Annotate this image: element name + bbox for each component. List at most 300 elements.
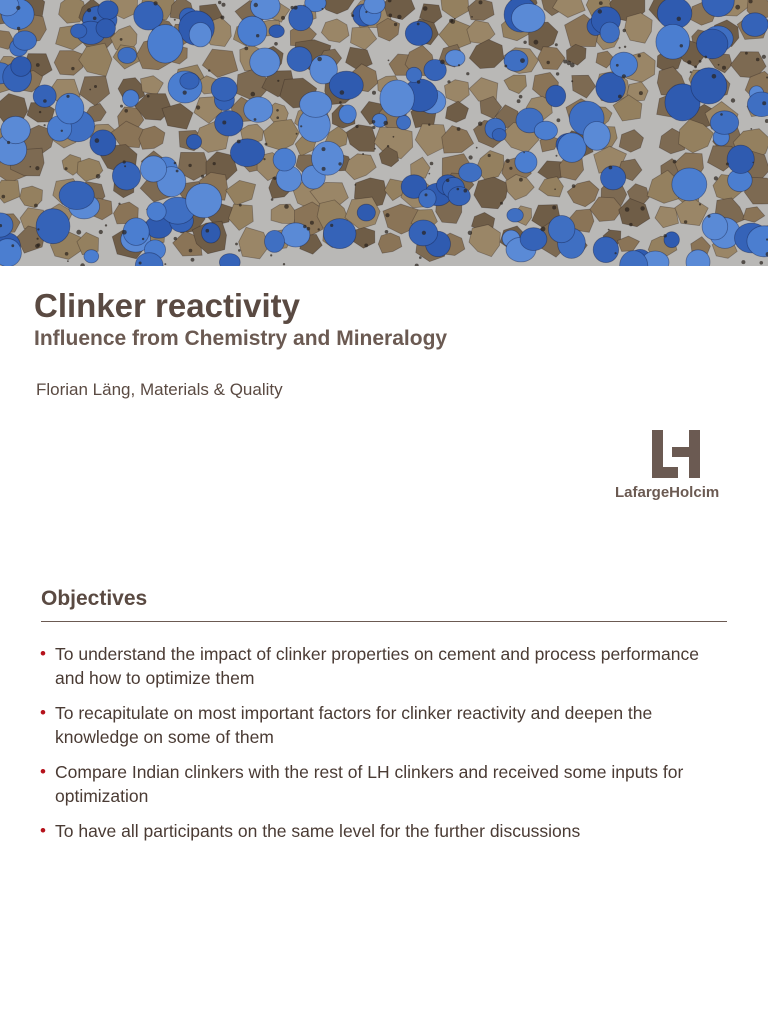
pore-dot bbox=[237, 140, 241, 144]
pore-dot bbox=[385, 213, 389, 217]
pore-dot bbox=[519, 95, 523, 99]
pore-dot bbox=[446, 179, 449, 182]
pore-dot bbox=[270, 254, 272, 256]
pore-dot bbox=[457, 127, 461, 131]
pore-dot bbox=[712, 74, 717, 79]
pore-dot bbox=[417, 80, 420, 83]
pore-dot bbox=[263, 158, 265, 160]
pore-dot bbox=[469, 155, 473, 159]
pore-dot bbox=[191, 258, 195, 262]
pore-dot bbox=[222, 121, 226, 125]
belite-grain bbox=[273, 148, 296, 171]
belite-grain bbox=[492, 129, 506, 142]
pore-dot bbox=[534, 40, 539, 45]
pore-dot bbox=[520, 58, 525, 63]
pore-dot bbox=[760, 261, 764, 265]
pore-dot bbox=[174, 237, 177, 240]
pore-dot bbox=[251, 92, 256, 97]
belite-grain bbox=[546, 85, 566, 107]
pore-dot bbox=[394, 23, 397, 26]
pore-dot bbox=[265, 143, 268, 146]
pore-dot bbox=[189, 249, 193, 253]
pore-dot bbox=[208, 69, 210, 71]
pore-dot bbox=[622, 74, 626, 78]
objectives-list bbox=[40, 642, 720, 854]
belite-grain bbox=[445, 50, 465, 66]
belite-grain bbox=[140, 156, 166, 182]
pore-dot bbox=[555, 43, 558, 46]
belite-grain bbox=[269, 25, 284, 38]
pore-dot bbox=[567, 61, 572, 66]
pore-dot bbox=[124, 165, 126, 167]
pore-dot bbox=[664, 234, 667, 237]
pore-dot bbox=[276, 109, 279, 112]
belite-grain bbox=[515, 151, 537, 173]
pore-dot bbox=[479, 0, 483, 4]
pore-dot bbox=[206, 229, 210, 233]
pore-dot bbox=[699, 60, 702, 63]
belite-grain bbox=[656, 24, 690, 59]
pore-dot bbox=[95, 138, 100, 143]
belite-grain bbox=[202, 223, 221, 243]
pore-dot bbox=[96, 174, 101, 179]
pore-dot bbox=[2, 195, 6, 199]
pore-dot bbox=[752, 162, 754, 164]
pore-dot bbox=[277, 80, 279, 82]
pore-dot bbox=[201, 175, 204, 178]
pore-dot bbox=[213, 162, 216, 165]
pore-dot bbox=[154, 1, 158, 5]
pore-dot bbox=[571, 80, 573, 82]
pore-dot bbox=[300, 125, 302, 127]
pore-dot bbox=[374, 148, 376, 150]
pore-dot bbox=[451, 19, 456, 24]
pore-dot bbox=[417, 23, 420, 26]
pore-dot bbox=[318, 228, 320, 230]
pore-dot bbox=[556, 155, 558, 157]
belite-grain bbox=[323, 219, 356, 249]
bullet-dot-icon: • bbox=[40, 762, 46, 781]
pore-dot bbox=[609, 166, 613, 170]
pore-dot bbox=[638, 54, 641, 57]
pore-dot bbox=[256, 34, 259, 37]
belite-grain bbox=[123, 90, 139, 107]
pore-dot bbox=[464, 189, 468, 193]
pore-dot bbox=[99, 230, 103, 234]
bullet-dot-icon: • bbox=[40, 703, 46, 722]
belite-grain bbox=[1, 116, 30, 143]
pore-dot bbox=[762, 55, 766, 59]
pore-dot bbox=[254, 118, 257, 121]
belite-grain bbox=[55, 93, 83, 124]
objective-item bbox=[40, 819, 720, 843]
pore-dot bbox=[756, 58, 760, 62]
pore-dot bbox=[281, 16, 285, 20]
belite-grain bbox=[118, 47, 137, 63]
pore-dot bbox=[478, 122, 482, 126]
pore-dot bbox=[618, 95, 622, 99]
pore-dot bbox=[599, 1, 603, 5]
pore-dot bbox=[699, 203, 701, 205]
pore-dot bbox=[310, 221, 314, 225]
pore-dot bbox=[123, 160, 126, 163]
pore-dot bbox=[722, 66, 726, 70]
pore-dot bbox=[239, 204, 242, 207]
belite-grain bbox=[710, 111, 738, 135]
pore-dot bbox=[447, 80, 450, 83]
pore-dot bbox=[340, 90, 345, 95]
belite-grain bbox=[148, 25, 184, 64]
pore-dot bbox=[422, 231, 426, 235]
belite-grain bbox=[600, 22, 619, 43]
pore-dot bbox=[741, 260, 745, 264]
pore-dot bbox=[500, 202, 503, 205]
pore-dot bbox=[718, 64, 720, 66]
pore-dot bbox=[87, 8, 91, 12]
pore-dot bbox=[317, 57, 322, 62]
pore-dot bbox=[519, 178, 523, 182]
belite-grain bbox=[459, 163, 482, 182]
objective-item bbox=[40, 701, 720, 749]
pore-dot bbox=[523, 152, 525, 154]
pore-dot bbox=[608, 229, 610, 231]
belite-grain bbox=[329, 71, 363, 99]
pore-dot bbox=[283, 263, 285, 265]
belite-grain bbox=[215, 111, 243, 136]
pore-dot bbox=[364, 244, 368, 248]
pore-dot bbox=[218, 1, 221, 4]
belite-grain bbox=[534, 121, 557, 140]
slide-subtitle: Influence from Chemistry and Mineralogy bbox=[34, 327, 448, 350]
belite-grain bbox=[507, 208, 523, 222]
pore-dot bbox=[547, 61, 550, 64]
pore-dot bbox=[16, 6, 20, 10]
belite-grain bbox=[697, 29, 728, 59]
pore-dot bbox=[67, 260, 69, 262]
pore-dot bbox=[440, 60, 445, 65]
pore-dot bbox=[273, 177, 276, 180]
objective-item bbox=[40, 760, 720, 808]
pore-dot bbox=[428, 124, 430, 126]
pore-dot bbox=[640, 206, 644, 210]
pore-dot bbox=[61, 130, 63, 132]
pore-dot bbox=[35, 166, 39, 170]
pore-dot bbox=[238, 249, 241, 252]
pore-dot bbox=[174, 19, 176, 21]
belite-grain bbox=[98, 1, 118, 20]
objectives-heading: Objectives bbox=[41, 587, 148, 610]
pore-dot bbox=[322, 8, 324, 10]
pore-dot bbox=[36, 63, 40, 67]
belite-grain bbox=[548, 216, 575, 243]
pore-dot bbox=[684, 220, 687, 223]
pore-dot bbox=[76, 230, 81, 235]
belite-grain bbox=[312, 141, 344, 175]
pore-dot bbox=[37, 228, 39, 230]
pore-dot bbox=[372, 91, 376, 95]
objective-text: To recapitulate on most important factors for clinker reactivity and deepen the knowledge on some of them bbox=[55, 703, 653, 747]
pore-dot bbox=[615, 252, 617, 254]
pore-dot bbox=[322, 167, 326, 171]
pore-dot bbox=[726, 163, 729, 166]
pore-dot bbox=[338, 162, 341, 165]
pore-dot bbox=[142, 238, 144, 240]
pore-dot bbox=[174, 162, 177, 165]
belite-grain bbox=[287, 47, 312, 72]
objectives-slide bbox=[0, 560, 768, 1024]
pore-dot bbox=[274, 42, 278, 46]
pore-dot bbox=[504, 65, 507, 68]
belite-grain bbox=[238, 16, 267, 46]
belite-grain bbox=[84, 250, 99, 263]
belite-grain bbox=[742, 13, 768, 37]
belite-grain bbox=[265, 230, 285, 252]
pore-dot bbox=[471, 16, 473, 18]
pore-dot bbox=[120, 38, 123, 41]
slide-title: Clinker reactivity bbox=[34, 287, 300, 324]
pore-dot bbox=[385, 230, 389, 234]
pore-dot bbox=[468, 231, 472, 235]
belite-grain bbox=[36, 209, 70, 244]
lh-logo-icon bbox=[652, 430, 700, 478]
pore-dot bbox=[235, 243, 238, 246]
pore-dot bbox=[687, 60, 691, 64]
belite-grain bbox=[593, 237, 618, 263]
belite-grain bbox=[664, 232, 679, 248]
belite-grain bbox=[33, 85, 56, 107]
pore-dot bbox=[118, 203, 120, 205]
pore-dot bbox=[563, 60, 567, 64]
pore-dot bbox=[694, 66, 697, 69]
belite-grain bbox=[123, 218, 149, 246]
pore-dot bbox=[339, 101, 342, 104]
belite-grain bbox=[11, 56, 31, 76]
pore-dot bbox=[120, 105, 123, 108]
belite-grain bbox=[250, 48, 280, 77]
pore-dot bbox=[523, 41, 526, 44]
pore-dot bbox=[222, 3, 226, 7]
pore-dot bbox=[488, 154, 491, 157]
pore-dot bbox=[196, 105, 200, 109]
pore-dot bbox=[735, 5, 740, 10]
belite-grain bbox=[186, 134, 201, 149]
pore-dot bbox=[139, 262, 142, 265]
pore-dot bbox=[419, 256, 422, 259]
belite-grain bbox=[230, 139, 264, 167]
pore-dot bbox=[572, 184, 576, 188]
belite-grain bbox=[71, 24, 87, 38]
pore-dot bbox=[624, 46, 626, 48]
pore-dot bbox=[362, 153, 364, 155]
pore-dot bbox=[220, 16, 224, 20]
pore-dot bbox=[147, 95, 150, 98]
pore-dot bbox=[629, 223, 632, 226]
bullet-dot-icon: • bbox=[40, 644, 46, 663]
pore-dot bbox=[372, 126, 375, 129]
pore-dot bbox=[322, 147, 326, 151]
pore-dot bbox=[745, 52, 748, 55]
belite-grain bbox=[244, 97, 273, 122]
pore-dot bbox=[458, 64, 460, 66]
pore-dot bbox=[303, 225, 306, 228]
pore-dot bbox=[37, 238, 39, 240]
pore-dot bbox=[556, 72, 559, 75]
pore-dot bbox=[307, 227, 311, 231]
belite-grain bbox=[339, 105, 356, 124]
pore-dot bbox=[720, 113, 723, 116]
belite-grain bbox=[610, 52, 637, 77]
belite-grain bbox=[211, 77, 237, 101]
belite-grain bbox=[90, 130, 116, 156]
pore-dot bbox=[284, 204, 289, 209]
pore-dot bbox=[623, 29, 626, 32]
pore-dot bbox=[244, 47, 248, 51]
pore-dot bbox=[384, 121, 389, 126]
pore-dot bbox=[430, 162, 434, 166]
lafargeholcim-logo bbox=[612, 430, 740, 506]
belite-grain bbox=[189, 23, 211, 47]
pore-dot bbox=[351, 14, 354, 17]
belite-grain bbox=[380, 80, 414, 117]
pore-dot bbox=[557, 118, 561, 122]
pore-dot bbox=[94, 85, 97, 88]
pore-dot bbox=[296, 133, 298, 135]
belite-grain bbox=[147, 202, 166, 221]
pore-dot bbox=[517, 99, 521, 103]
belite-grain bbox=[727, 145, 754, 173]
pore-dot bbox=[66, 95, 69, 98]
pore-dot bbox=[731, 98, 735, 102]
bullet-dot-icon: • bbox=[40, 821, 46, 840]
pore-dot bbox=[276, 116, 279, 119]
pore-dot bbox=[93, 17, 97, 21]
belite-grain bbox=[186, 183, 222, 217]
pore-dot bbox=[294, 6, 298, 10]
belite-grain bbox=[583, 121, 610, 150]
pore-dot bbox=[176, 170, 179, 173]
pore-dot bbox=[506, 159, 510, 163]
belite-grain bbox=[406, 67, 422, 82]
pore-dot bbox=[509, 167, 512, 170]
clinker-micrograph bbox=[0, 0, 768, 266]
pore-dot bbox=[354, 184, 356, 186]
pore-dot bbox=[625, 207, 630, 212]
pore-dot bbox=[65, 167, 68, 170]
pore-dot bbox=[183, 91, 187, 95]
pore-dot bbox=[105, 224, 107, 226]
pore-dot bbox=[39, 111, 41, 113]
pore-dot bbox=[690, 71, 692, 73]
pore-dot bbox=[598, 9, 602, 13]
mineral-grain bbox=[271, 204, 296, 223]
belite-grain bbox=[112, 162, 140, 190]
pore-dot bbox=[708, 215, 711, 218]
pore-dot bbox=[124, 109, 128, 113]
belite-grain bbox=[300, 91, 332, 117]
pore-dot bbox=[65, 252, 69, 256]
belite-grain bbox=[13, 31, 36, 50]
belite-grain bbox=[419, 189, 436, 208]
pore-dot bbox=[330, 224, 333, 227]
pore-dot bbox=[387, 145, 389, 147]
pore-dot bbox=[673, 160, 677, 164]
pore-dot bbox=[476, 147, 478, 149]
pore-dot bbox=[677, 17, 681, 21]
pore-dot bbox=[639, 91, 643, 95]
pore-dot bbox=[71, 67, 74, 70]
pore-dot bbox=[372, 120, 376, 124]
pore-dot bbox=[397, 15, 401, 19]
pore-dot bbox=[17, 27, 20, 30]
heading-divider bbox=[41, 621, 727, 622]
pore-dot bbox=[164, 263, 166, 265]
belite-grain bbox=[180, 73, 199, 90]
pore-dot bbox=[271, 198, 274, 201]
pore-dot bbox=[44, 124, 46, 126]
objective-text: Compare Indian clinkers with the rest of LH clinkers and received some inputs for optimization bbox=[55, 762, 684, 806]
belite-grain bbox=[357, 204, 375, 221]
pore-dot bbox=[762, 101, 766, 105]
pore-dot bbox=[389, 14, 393, 18]
pore-dot bbox=[254, 3, 258, 7]
pore-dot bbox=[552, 206, 556, 210]
belite-grain bbox=[59, 181, 94, 209]
pore-dot bbox=[425, 193, 428, 196]
pore-dot bbox=[454, 18, 456, 20]
pore-dot bbox=[619, 47, 621, 49]
author-line: Florian Läng, Materials & Quality bbox=[36, 380, 283, 399]
pore-dot bbox=[428, 173, 430, 175]
belite-grain bbox=[702, 213, 728, 240]
pore-dot bbox=[43, 99, 47, 103]
pore-dot bbox=[466, 72, 469, 75]
pore-dot bbox=[704, 56, 707, 59]
logo-wordmark: LafargeHolcim bbox=[615, 484, 720, 501]
pore-dot bbox=[554, 188, 556, 190]
objective-text: To have all participants on the same level for the further discussions bbox=[55, 821, 581, 841]
pore-dot bbox=[35, 244, 39, 248]
belite-grain bbox=[691, 68, 727, 104]
pore-dot bbox=[188, 164, 191, 167]
pore-dot bbox=[355, 125, 358, 128]
objective-item bbox=[40, 642, 720, 690]
pore-dot bbox=[122, 230, 127, 235]
clinker-micrograph-image bbox=[0, 0, 768, 266]
belite-grain bbox=[448, 187, 470, 206]
pore-dot bbox=[34, 204, 38, 208]
belite-grain bbox=[601, 166, 626, 190]
belite-grain bbox=[558, 133, 587, 163]
pore-dot bbox=[393, 136, 395, 138]
pore-dot bbox=[750, 128, 752, 130]
pore-dot bbox=[388, 60, 390, 62]
pore-dot bbox=[7, 141, 10, 144]
pore-dot bbox=[11, 244, 14, 247]
belite-grain bbox=[96, 19, 115, 38]
belite-grain bbox=[672, 168, 707, 201]
pore-dot bbox=[423, 6, 428, 11]
pore-dot bbox=[89, 89, 91, 91]
pore-dot bbox=[714, 176, 718, 180]
belite-grain bbox=[512, 4, 546, 33]
pore-dot bbox=[680, 44, 683, 47]
pore-dot bbox=[457, 188, 460, 191]
objective-text: To understand the impact of clinker properties on cement and process performance and how to optimize them bbox=[55, 644, 699, 688]
pore-dot bbox=[616, 64, 619, 67]
pore-dot bbox=[291, 6, 294, 9]
pore-dot bbox=[541, 227, 546, 232]
pore-dot bbox=[30, 166, 32, 168]
